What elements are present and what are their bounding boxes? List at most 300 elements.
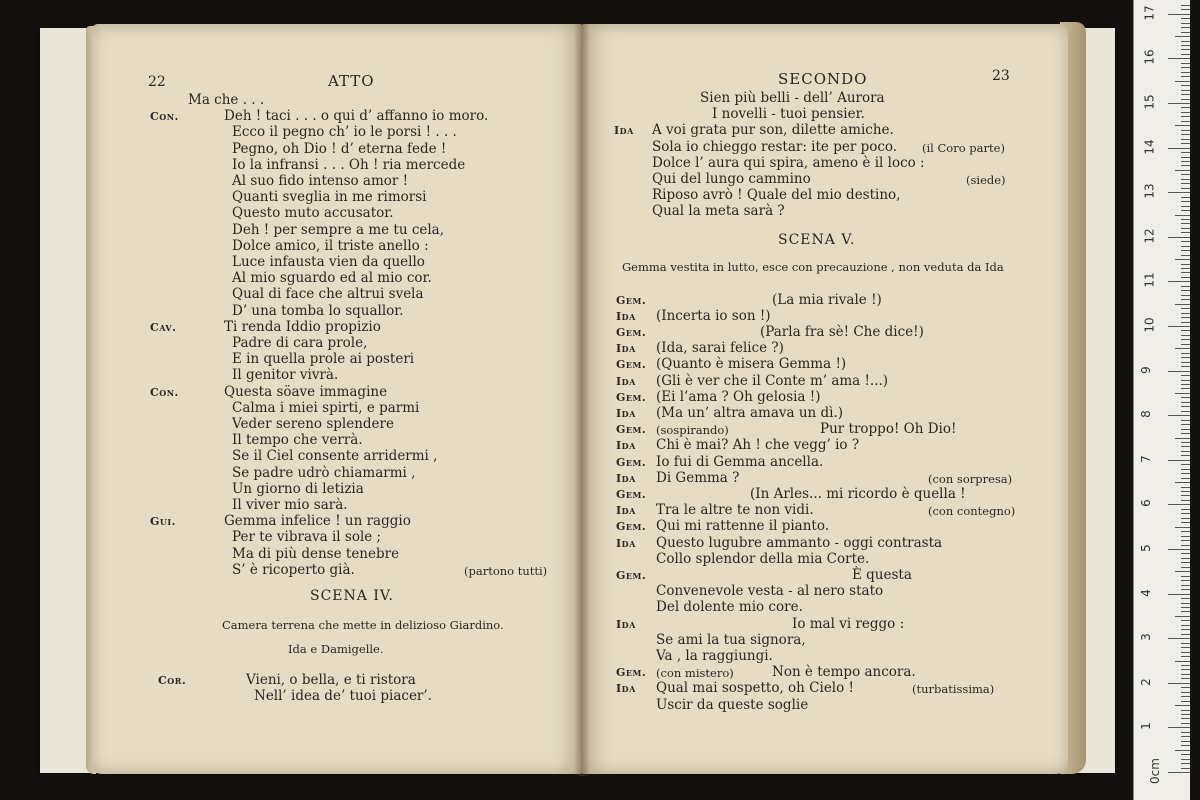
ruler-tick <box>1181 32 1190 33</box>
verse-line: Ecco il pegno ch’ io le porsi ! . . . <box>232 124 457 141</box>
ruler-tick <box>1181 299 1190 300</box>
ruler-tick <box>1181 446 1190 447</box>
stage-direction: (con mistero) <box>656 666 734 681</box>
ruler-tick <box>1181 656 1190 657</box>
ruler-label: 14 <box>1142 138 1157 155</box>
scene-title: SCENA V. <box>778 231 856 248</box>
verse-line: Il viver mio sarà. <box>232 497 348 513</box>
verse-line: Nell’ idea de’ tuoi piacer’. <box>254 688 432 705</box>
ruler-tick <box>1175 215 1190 216</box>
ruler-tick <box>1181 397 1190 398</box>
ruler-tick <box>1181 629 1190 630</box>
ruler-tick <box>1181 174 1190 175</box>
verse-line: (Incerta io son !) <box>656 307 771 324</box>
ruler-tick <box>1181 589 1190 590</box>
ruler-tick <box>1181 732 1190 733</box>
left-running-head: ATTO <box>328 72 375 90</box>
stage-direction: (con contegno) <box>928 504 1016 519</box>
verse-line: Se ami la tua signora, <box>656 631 806 648</box>
ruler-tick <box>1181 161 1190 162</box>
stage-direction: (il Coro parte) <box>922 140 1005 155</box>
stage-direction: (partono tutti) <box>464 563 548 578</box>
speaker-label: Con. <box>150 110 179 124</box>
verse-line: Convenevole vesta - al nero stato <box>656 583 884 600</box>
verse-line: Qual mai sospetto, oh Cielo ! <box>656 680 854 697</box>
verse-line: (Ida, sarai felice ?) <box>656 340 784 357</box>
ruler-label: 15 <box>1142 94 1157 110</box>
ruler-tick <box>1181 366 1190 367</box>
verse-line: D’ una tomba lo squallor. <box>232 302 404 319</box>
ruler-tick <box>1181 179 1190 180</box>
verse-line: Questo lugubre ammanto - oggi contrasta <box>656 534 943 551</box>
ruler-label: 8 <box>1138 410 1153 419</box>
ruler-tick <box>1181 464 1190 465</box>
ruler-tick <box>1181 353 1190 354</box>
speaker-label: Ida <box>616 682 636 696</box>
ruler-tick <box>1175 393 1190 394</box>
ruler-tick <box>1181 696 1190 697</box>
ruler-tick <box>1181 313 1190 314</box>
ruler-tick <box>1181 255 1190 256</box>
speaker-label: Ida <box>616 342 636 356</box>
verse-line: Non è tempo ancora. <box>772 664 916 681</box>
ruler-tick <box>1181 678 1190 679</box>
ruler-tick <box>1181 85 1190 86</box>
verse-line: Vieni, o bella, e ti ristora <box>246 672 416 688</box>
ruler-tick <box>1181 687 1190 688</box>
ruler-tick <box>1181 620 1190 621</box>
ruler-tick <box>1168 326 1190 327</box>
ruler-tick <box>1181 130 1190 131</box>
ruler-tick <box>1181 322 1190 323</box>
verse-line: Io la infransi . . . Oh ! ria mercede <box>232 156 466 173</box>
speaker-label: Gem. <box>616 455 647 469</box>
ruler-tick <box>1181 375 1190 376</box>
ruler-tick <box>1175 438 1190 439</box>
ruler-tick <box>1181 411 1190 412</box>
verse-line: I novelli - tuoi pensier. <box>712 106 865 123</box>
ruler-tick <box>1181 246 1190 247</box>
ruler-tick <box>1181 63 1190 64</box>
ruler-tick <box>1168 683 1190 684</box>
verse-line: Uscir da queste soglie <box>656 696 809 713</box>
verse-line: Padre di cara prole, <box>232 335 368 351</box>
ruler-tick <box>1175 527 1190 528</box>
ruler-tick <box>1181 286 1190 287</box>
speaker-label: Gem. <box>616 520 647 534</box>
speaker-label: Ida <box>616 309 636 323</box>
verse-line: È questa <box>852 567 912 583</box>
ruler-tick <box>1168 504 1190 505</box>
ruler-tick <box>1181 736 1190 737</box>
verse-line: Io fui di Gemma ancella. <box>656 453 824 470</box>
ruler-tick <box>1181 558 1190 559</box>
speaker-label: Ida <box>616 439 636 453</box>
ruler-tick <box>1175 348 1190 349</box>
ruler-tick <box>1181 157 1190 158</box>
ruler-tick <box>1181 23 1190 24</box>
verse-line: Riposo avrò ! Quale del mio destino, <box>652 187 901 204</box>
ruler-tick <box>1181 545 1190 546</box>
ruler-label: 2 <box>1138 677 1153 686</box>
ruler-tick <box>1181 197 1190 198</box>
speaker-label: Gem. <box>616 488 647 501</box>
speaker-label: Gem. <box>616 666 647 680</box>
ruler-tick <box>1168 460 1190 461</box>
scene-title: SCENA IV. <box>310 588 394 604</box>
ruler-tick <box>1181 9 1190 10</box>
speaker-label: Con. <box>150 385 179 399</box>
ruler-tick <box>1181 420 1190 421</box>
ruler-tick <box>1181 357 1190 358</box>
ruler-tick <box>1181 210 1190 211</box>
ruler-tick <box>1181 112 1190 113</box>
ruler-tick <box>1181 134 1190 135</box>
ruler-tick <box>1181 634 1190 635</box>
ruler-tick <box>1181 603 1190 604</box>
ruler-tick <box>1181 455 1190 456</box>
speaker-label: Gem. <box>616 358 647 372</box>
ruler-tick <box>1181 206 1190 207</box>
verse-line: (In Arles... mi ricordo è quella ! <box>750 486 966 502</box>
ruler-tick <box>1181 536 1190 537</box>
ruler-tick <box>1181 607 1190 608</box>
verse-line: (Ei l’ama ? Oh gelosia !) <box>656 388 821 405</box>
ruler-tick <box>1181 268 1190 269</box>
ruler-tick <box>1181 598 1190 599</box>
ruler-tick <box>1181 433 1190 434</box>
ruler-tick <box>1181 384 1190 385</box>
ruler-tick <box>1181 277 1190 278</box>
ruler-tick <box>1181 5 1190 6</box>
verse-line: (Parla fra sè! Che dice!) <box>760 324 924 340</box>
ruler-tick <box>1181 518 1190 519</box>
ruler-tick <box>1181 585 1190 586</box>
ruler-tick <box>1181 768 1190 769</box>
ruler-tick <box>1175 750 1190 751</box>
ruler-tick <box>1181 116 1190 117</box>
ruler-tick <box>1181 576 1190 577</box>
ruler-tick <box>1181 759 1190 760</box>
verse-line: Deh ! taci . . . o qui d’ affanno io moro. <box>224 108 489 125</box>
ruler-tick <box>1181 99 1190 100</box>
verse-line: Al suo fido intenso amor ! <box>232 173 409 189</box>
left-page <box>92 24 582 774</box>
ruler-tick <box>1168 371 1190 372</box>
ruler-tick <box>1181 754 1190 755</box>
verse-line: Qui del lungo cammino <box>652 171 811 187</box>
ruler-tick <box>1168 14 1190 15</box>
speaker-label: Gem. <box>616 390 647 404</box>
ruler-tick <box>1181 643 1190 644</box>
ruler-tick <box>1181 562 1190 563</box>
speaker-label: Ida <box>616 407 636 420</box>
ruler-tick <box>1181 308 1190 309</box>
verse-line: Sien più belli - dell’ Aurora <box>700 90 885 106</box>
ruler-tick <box>1181 402 1190 403</box>
speaker-label: Ida <box>614 124 634 138</box>
ruler-tick <box>1181 473 1190 474</box>
speaker-label: Ida <box>616 617 636 631</box>
ruler-tick <box>1181 45 1190 46</box>
ruler-tick <box>1181 718 1190 719</box>
ruler-tick <box>1181 710 1190 711</box>
ruler-tick <box>1168 237 1190 238</box>
ruler-tick <box>1181 625 1190 626</box>
ruler-tick <box>1181 388 1190 389</box>
ruler-tick <box>1175 36 1190 37</box>
verse-line: Va , la raggiungi. <box>656 648 773 664</box>
speaker-label: Ida <box>616 536 636 550</box>
verse-line: Chi è mai? Ah ! che vegg’ io ? <box>656 437 860 454</box>
verse-line: Per te vibrava il sole ; <box>232 529 382 546</box>
ruler-tick <box>1181 183 1190 184</box>
book-gutter <box>574 24 590 776</box>
ruler-tick <box>1181 94 1190 95</box>
verse-line: Sola io chieggo restar: ite per poco. <box>652 138 898 155</box>
ruler-label: 13 <box>1142 183 1157 199</box>
ruler-tick <box>1181 513 1190 514</box>
ruler-tick <box>1175 616 1190 617</box>
verse-line: (La mia rivale !) <box>772 291 882 308</box>
ruler-tick <box>1175 170 1190 171</box>
verse-line: Ma di più dense tenebre <box>232 545 400 562</box>
ruler-tick <box>1181 264 1190 265</box>
ruler-tick <box>1168 638 1190 639</box>
ruler-tick <box>1181 424 1190 425</box>
ruler-tick <box>1181 228 1190 229</box>
ruler-tick <box>1181 232 1190 233</box>
ruler-tick <box>1181 674 1190 675</box>
ruler-label: 5 <box>1138 544 1153 552</box>
ruler-tick <box>1168 58 1190 59</box>
verse-line: Al mio sguardo ed al mio cor. <box>232 270 432 287</box>
ruler-label: 1 <box>1138 722 1153 731</box>
ruler-tick <box>1181 317 1190 318</box>
ruler-tick <box>1181 714 1190 715</box>
verse-line: Collo splendor della mia Corte. <box>656 550 870 567</box>
ruler-tick <box>1181 165 1190 166</box>
ruler-tick <box>1181 451 1190 452</box>
verse-line: Il tempo che verrà. <box>232 432 363 449</box>
ruler-tick <box>1181 580 1190 581</box>
ruler-tick <box>1168 415 1190 416</box>
ruler-tick <box>1181 335 1190 336</box>
speaker-label: Cor. <box>158 674 187 687</box>
ruler-tick <box>1181 478 1190 479</box>
stage-direction: (siede) <box>966 173 1006 187</box>
verse-line: Luce infausta vien da quello <box>232 254 425 270</box>
verse-line: Ma che . . . <box>188 92 265 108</box>
ruler-tick <box>1181 611 1190 612</box>
verse-line: (Gli è ver che il Conte m’ ama !...) <box>656 372 889 389</box>
ruler-tick <box>1181 201 1190 202</box>
ruler-tick <box>1181 290 1190 291</box>
ruler-label: 3 <box>1138 633 1153 642</box>
ruler-tick <box>1181 469 1190 470</box>
ruler-tick <box>1168 727 1190 728</box>
verse-line: Di Gemma ? <box>656 469 740 486</box>
ruler-label: 16 <box>1142 49 1157 66</box>
ruler-tick <box>1181 669 1190 670</box>
ruler-tick <box>1181 491 1190 492</box>
speaker-label: Gem. <box>616 569 647 582</box>
ruler-tick <box>1181 540 1190 541</box>
ruler-tick <box>1181 487 1190 488</box>
verse-line: Io mal vi reggo : <box>792 615 905 632</box>
ruler-tick <box>1181 250 1190 251</box>
verse-line: Qui mi rattenne il pianto. <box>656 518 830 535</box>
ruler-tick <box>1181 701 1190 702</box>
verse-line: Un giorno di letizia <box>232 480 364 497</box>
speaker-label: Gem. <box>616 293 647 307</box>
speaker-label: Ida <box>616 471 636 485</box>
ruler-tick <box>1181 509 1190 510</box>
ruler-tick <box>1181 652 1190 653</box>
verse-line: Pegno, oh Dio ! d’ eterna fede ! <box>232 140 447 157</box>
ruler-tick <box>1175 482 1190 483</box>
ruler-tick <box>1181 90 1190 91</box>
right-running-head: SECONDO <box>778 70 868 88</box>
ruler-label: 7 <box>1138 454 1153 463</box>
verse-line: E in quella prole ai posteri <box>232 351 415 368</box>
ruler-tick <box>1181 495 1190 496</box>
speaker-label: Ida <box>616 504 636 518</box>
verse-line: S’ è ricoperto già. <box>232 561 355 578</box>
ruler-label: 9 <box>1138 365 1153 374</box>
ruler-tick <box>1181 339 1190 340</box>
ruler-tick <box>1181 143 1190 144</box>
verse-line: Deh ! per sempre a me tu cela, <box>232 221 445 238</box>
verse-line: Del dolente mio core. <box>656 599 803 616</box>
ruler-tick <box>1181 295 1190 296</box>
ruler-tick <box>1175 304 1190 305</box>
stage-direction: (con sorpresa) <box>928 471 1013 486</box>
verse-line: Tra le altre te non vidi. <box>656 502 814 519</box>
ruler-label: 0cm <box>1147 758 1162 784</box>
verse-line: Dolce amico, il triste anello : <box>232 237 429 254</box>
ruler-tick <box>1181 531 1190 532</box>
verse-line: Gemma infelice ! un raggio <box>224 513 411 530</box>
ruler-tick <box>1181 763 1190 764</box>
scene-description: Camera terrena che mette in delizioso Giardino. <box>222 618 504 632</box>
ruler-tick <box>1181 219 1190 220</box>
ruler-tick <box>1181 567 1190 568</box>
speaker-label: Gem. <box>616 326 647 339</box>
ruler-tick <box>1181 188 1190 189</box>
ruler-tick <box>1181 27 1190 28</box>
ruler-tick <box>1181 67 1190 68</box>
ruler-tick <box>1181 553 1190 554</box>
ruler-label: 17 <box>1142 5 1157 21</box>
ruler-tick <box>1175 571 1190 572</box>
ruler-label: 11 <box>1142 272 1157 289</box>
ruler-tick <box>1181 76 1190 77</box>
ruler-tick <box>1168 103 1190 104</box>
verse-line: Questo muto accusator. <box>232 205 394 222</box>
ruler-tick <box>1181 223 1190 224</box>
speaker-label: Cav. <box>150 320 177 334</box>
ruler-tick <box>1181 49 1190 50</box>
ruler-tick <box>1181 745 1190 746</box>
ruler-tick <box>1175 661 1190 662</box>
scene-description: Gemma vestita in lutto, esce con precauzione , non veduta da Ida <box>622 259 1004 274</box>
ruler-tick <box>1181 241 1190 242</box>
right-page-number: 23 <box>992 68 1010 84</box>
ruler-tick <box>1181 442 1190 443</box>
ruler-tick <box>1181 54 1190 55</box>
ruler-tick <box>1168 549 1190 550</box>
verse-line: (Quanto è misera Gemma !) <box>656 356 847 373</box>
ruler-tick <box>1168 148 1190 149</box>
ruler-label: 4 <box>1138 588 1153 597</box>
verse-line: Veder sereno splendere <box>232 416 394 432</box>
ruler-tick <box>1168 772 1190 773</box>
ruler-tick <box>1181 500 1190 501</box>
ruler-tick <box>1168 281 1190 282</box>
verse-line: Qual la meta sarà ? <box>652 203 785 220</box>
ruler-tick <box>1181 741 1190 742</box>
ruler-tick <box>1181 723 1190 724</box>
ruler-tick <box>1181 406 1190 407</box>
ruler-label: 6 <box>1138 499 1153 508</box>
ruler-label: 12 <box>1142 228 1157 244</box>
ruler-tick <box>1181 380 1190 381</box>
ruler-tick <box>1181 139 1190 140</box>
speaker-label: Ida <box>616 374 636 388</box>
ruler-tick <box>1181 121 1190 122</box>
verse-line: (Ma un’ altra amava un dì.) <box>656 405 844 421</box>
stage-direction: (sospirando) <box>656 423 729 438</box>
ruler-tick <box>1175 259 1190 260</box>
left-page-number: 22 <box>148 74 166 90</box>
ruler-tick <box>1181 272 1190 273</box>
right-page <box>582 24 1068 774</box>
verse-line: Se padre udrò chiamarmi , <box>232 464 416 481</box>
speaker-label: Gui. <box>150 515 176 529</box>
ruler-tick <box>1181 152 1190 153</box>
verse-line: Quanti sveglia in me rimorsi <box>232 189 427 206</box>
measuring-ruler <box>1133 0 1190 800</box>
speaker-label: Gem. <box>616 423 647 437</box>
ruler-tick <box>1181 107 1190 108</box>
verse-line: Dolce l’ aura qui spira, ameno è il loco : <box>652 154 925 171</box>
ruler-tick <box>1175 125 1190 126</box>
ruler-tick <box>1181 647 1190 648</box>
ruler-label: 10 <box>1142 317 1157 333</box>
ruler-tick <box>1181 18 1190 19</box>
verse-line: Calma i miei spirti, e parmi <box>232 399 420 416</box>
verse-line: Qual di face che altrui svela <box>232 286 424 303</box>
ruler-tick <box>1181 41 1190 42</box>
ruler-tick <box>1175 81 1190 82</box>
scene-characters: Ida e Damigelle. <box>288 642 384 656</box>
ruler-tick <box>1181 692 1190 693</box>
verse-line: Questa söave immagine <box>224 383 388 400</box>
verse-line: Pur troppo! Oh Dio! <box>820 421 957 438</box>
ruler-tick <box>1181 429 1190 430</box>
ruler-tick <box>1168 192 1190 193</box>
stage-direction: (turbatissima) <box>912 682 995 697</box>
verse-line: A voi grata pur son, dilette amiche. <box>652 122 894 139</box>
verse-line: Se il Ciel consente arridermi , <box>232 448 438 465</box>
ruler-tick <box>1181 522 1190 523</box>
ruler-tick <box>1181 665 1190 666</box>
ruler-tick <box>1181 344 1190 345</box>
ruler-tick <box>1181 72 1190 73</box>
ruler-tick <box>1175 705 1190 706</box>
verse-line: Il genitor vivrà. <box>232 367 339 384</box>
